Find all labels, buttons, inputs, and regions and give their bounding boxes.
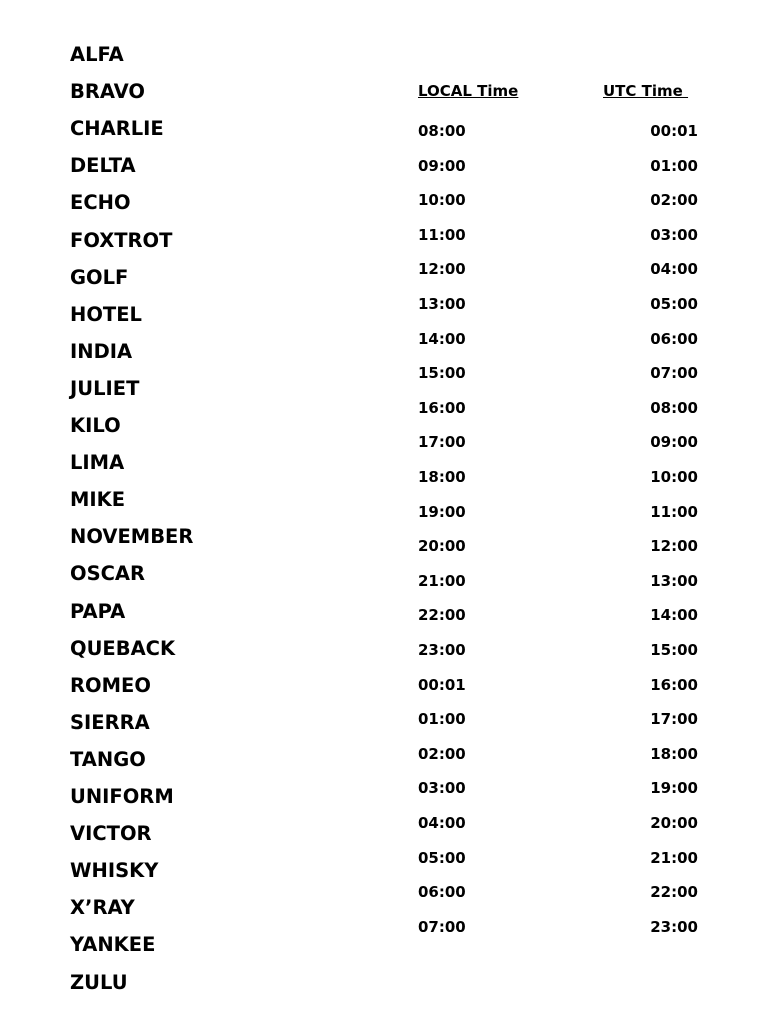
utc-time-cell: 17:00 — [650, 710, 698, 729]
alphabet-word: FOXTROT — [70, 228, 173, 252]
time-row — [0, 640, 768, 660]
local-time-cell: 13:00 — [418, 295, 466, 313]
local-time-cell: 03:00 — [418, 779, 466, 798]
time-row — [0, 502, 768, 522]
alphabet-word: ROMEO — [70, 673, 151, 697]
time-row — [0, 190, 768, 210]
local-time-cell: 12:00 — [418, 260, 466, 279]
utc-time-cell: 00:01 — [650, 122, 698, 140]
alphabet-word: KILO — [70, 414, 121, 437]
alphabet-word: OSCAR — [70, 562, 146, 586]
alphabet-word: JULIET — [70, 376, 140, 400]
local-time-cell: 18:00 — [418, 468, 466, 486]
time-row — [0, 882, 768, 902]
local-time-cell: 06:00 — [418, 883, 466, 902]
utc-time-cell: 02:00 — [650, 191, 698, 210]
alphabet-word: CHARLIE — [70, 117, 164, 141]
local-time-cell: 21:00 — [418, 571, 466, 590]
utc-time-header: UTC Time — [603, 82, 689, 100]
local-time-cell: 14:00 — [418, 329, 466, 348]
alphabet-word: ZULU — [70, 970, 128, 994]
local-time-cell: 19:00 — [418, 502, 466, 521]
alphabet-word: WHISKY — [70, 859, 159, 883]
utc-time-cell: 22:00 — [650, 883, 698, 902]
alphabet-word: ALFA — [70, 43, 124, 66]
utc-time-cell: 12:00 — [650, 537, 698, 556]
local-time-cell: 10:00 — [418, 191, 466, 210]
utc-time-cell: 21:00 — [650, 848, 698, 867]
time-row — [0, 605, 768, 625]
utc-time-cell: 05:00 — [650, 295, 698, 313]
utc-time-cell: 14:00 — [650, 606, 698, 625]
utc-time-cell: 19:00 — [650, 779, 698, 798]
time-row — [0, 259, 768, 279]
alphabet-word: TANGO — [70, 747, 146, 771]
time-row — [0, 225, 768, 245]
local-time-cell: 20:00 — [418, 537, 466, 556]
alphabet-word: LIMA — [70, 451, 125, 475]
local-time-cell: 23:00 — [418, 641, 466, 659]
time-row — [0, 536, 768, 556]
local-time-cell: 04:00 — [418, 814, 466, 832]
alphabet-word: HOTEL — [70, 302, 142, 326]
utc-time-cell: 03:00 — [650, 225, 698, 244]
time-row — [0, 813, 768, 833]
alphabet-word: QUEBACK — [70, 636, 176, 660]
time-row — [0, 156, 768, 176]
alphabet-word: BRAVO — [70, 80, 145, 104]
time-row — [0, 398, 768, 418]
utc-time-cell: 20:00 — [650, 814, 698, 832]
utc-time-cell: 11:00 — [650, 502, 698, 521]
local-time-cell: 11:00 — [418, 225, 466, 244]
time-row — [0, 363, 768, 383]
local-time-cell: 17:00 — [418, 433, 466, 452]
alphabet-word: PAPA — [70, 599, 126, 623]
time-row — [0, 848, 768, 868]
alphabet-word: MIKE — [70, 488, 126, 512]
time-row — [0, 121, 768, 141]
utc-time-cell: 18:00 — [650, 744, 698, 763]
utc-time-cell: 07:00 — [650, 364, 698, 383]
utc-time-cell: 16:00 — [650, 675, 698, 694]
local-time-cell: 09:00 — [418, 156, 466, 175]
local-time-cell: 22:00 — [418, 606, 466, 625]
alphabet-word: YANKEE — [70, 933, 156, 957]
local-time-cell: 07:00 — [418, 917, 466, 936]
local-time-cell: 16:00 — [418, 398, 466, 417]
utc-time-cell: 08:00 — [650, 398, 698, 417]
utc-time-cell: 09:00 — [650, 433, 698, 452]
utc-time-cell: 01:00 — [650, 156, 698, 175]
time-row — [0, 778, 768, 798]
utc-time-cell: 06:00 — [650, 329, 698, 348]
local-time-cell: 00:01 — [418, 675, 466, 694]
utc-time-cell: 15:00 — [650, 641, 698, 659]
alphabet-word: VICTOR — [70, 822, 152, 846]
time-row — [0, 432, 768, 452]
utc-time-cell: 13:00 — [650, 571, 698, 590]
time-row — [0, 709, 768, 729]
local-time-cell: 15:00 — [418, 364, 466, 383]
alphabet-word: INDIA — [70, 339, 133, 363]
utc-time-cell: 04:00 — [650, 260, 698, 279]
alphabet-word: UNIFORM — [70, 785, 174, 808]
alphabet-word: DELTA — [70, 154, 136, 178]
local-time-cell: 08:00 — [418, 122, 466, 140]
local-time-header: LOCAL Time — [418, 82, 519, 100]
alphabet-word: SIERRA — [70, 710, 150, 734]
utc-time-cell: 10:00 — [650, 468, 698, 486]
alphabet-word: NOVEMBER — [70, 525, 194, 549]
time-row — [0, 329, 768, 349]
local-time-cell: 01:00 — [418, 710, 466, 729]
time-row — [0, 744, 768, 764]
time-row — [0, 917, 768, 937]
time-row — [0, 467, 768, 487]
alphabet-word: GOLF — [70, 265, 129, 289]
time-row — [0, 294, 768, 314]
utc-time-cell: 23:00 — [650, 917, 698, 936]
alphabet-word: ECHO — [70, 191, 131, 215]
local-time-cell: 02:00 — [418, 744, 466, 763]
time-row — [0, 571, 768, 591]
time-row — [0, 675, 768, 695]
local-time-cell: 05:00 — [418, 848, 466, 867]
alphabet-word: X’RAY — [70, 896, 135, 920]
